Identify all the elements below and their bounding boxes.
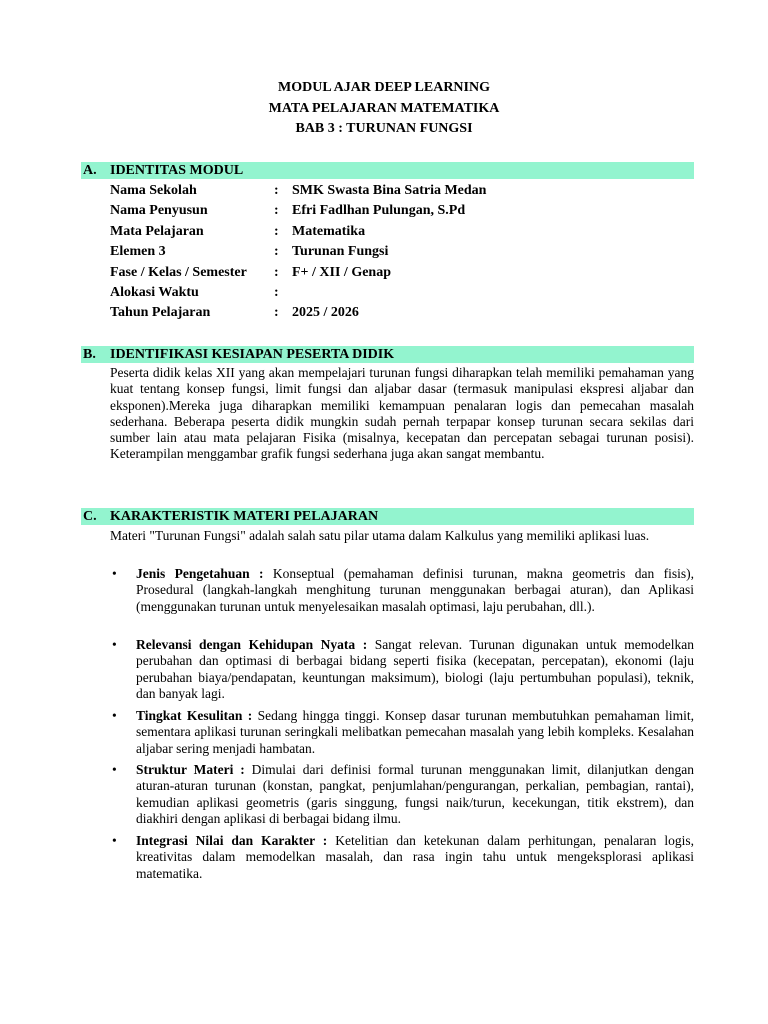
identity-value: SMK Swasta Bina Satria Medan [292, 183, 487, 198]
bullet-icon: • [112, 708, 117, 723]
list-item-label: Struktur Materi : [136, 762, 245, 777]
identity-value: Turunan Fungsi [292, 244, 389, 259]
list-item-text [136, 762, 694, 827]
identity-colon: : [274, 244, 279, 259]
list-item-label: Jenis Pengetahuan : [136, 566, 264, 581]
identity-label: Nama Penyusun [110, 203, 208, 218]
section-a-title: IDENTITAS MODUL [110, 163, 244, 178]
list-item-body: Sedang hingga tinggi. Konsep dasar turunan membutuhkan pemahaman limit, sementara aplikasi turunan seringkali melibatkan pemecahan masalah yang lebih kompleks. Kesalahan aljabar sering menjadi hambatan. [136, 708, 694, 756]
identity-value: F+ / XII / Genap [292, 265, 391, 280]
section-c-letter: C. [83, 509, 97, 524]
identity-colon: : [274, 285, 279, 300]
list-item-label: Relevansi dengan Kehidupan Nyata : [136, 637, 368, 652]
list-item-text [136, 833, 694, 882]
section-b-title: IDENTIFIKASI KESIAPAN PESERTA DIDIK [110, 347, 395, 362]
doc-title-line2: MATA PELAJARAN MATEMATIKA [268, 101, 500, 116]
list-item-text [136, 637, 694, 702]
section-b-letter: B. [83, 347, 96, 362]
bullet-icon: • [112, 566, 117, 581]
identity-label: Alokasi Waktu [110, 285, 199, 300]
identity-colon: : [274, 265, 279, 280]
identity-colon: : [274, 224, 279, 239]
section-b-heading [81, 346, 694, 363]
list-item-text [136, 708, 694, 757]
material-intro: Materi "Turunan Fungsi" adalah salah satu pilar utama dalam Kalkulus yang memiliki aplikasi luas. [110, 528, 650, 543]
section-a-letter: A. [83, 163, 97, 178]
section-c-heading [81, 508, 694, 525]
list-item-label: Integrasi Nilai dan Karakter : [136, 833, 328, 848]
readiness-paragraph: Peserta didik kelas XII yang akan mempelajari turunan fungsi diharapkan telah memiliki pemahaman yang kuat tentang konsep fungsi, limit fungsi dan aljabar dasar (termasuk manipulasi ekspresi aljabar dan eksponen).Mereka juga diharapkan memiliki kemampuan penalaran logis dan pemecahan masalah sederhana. Beberapa peserta didik mungkin sudah pernah terpapar konsep turunan secara sekilas dari sumber lain atau mata pelajaran Fisika (misalnya, kecepatan dan percepatan sebagai turunan posisi). Keterampilan menggambar grafik fungsi sederhana juga akan sangat membantu. [110, 365, 694, 462]
section-a-heading [81, 162, 694, 179]
section-c-title: KARAKTERISTIK MATERI PELAJARAN [110, 509, 379, 524]
list-item-body: Sangat relevan. Turunan digunakan untuk memodelkan perubahan dan optimasi di berbagai bidang seperti fisika (kecepatan, percepatan), ekonomi (laju perubahan biaya/pendapatan, keuntungan maksimum), biologi (laju pertumbuhan populasi), teknik, dan banyak lagi. [136, 637, 694, 701]
list-item-label: Tingkat Kesulitan : [136, 708, 253, 723]
identity-colon: : [274, 183, 279, 198]
doc-title-line1: MODUL AJAR DEEP LEARNING [278, 80, 490, 95]
doc-title-line3: BAB 3 : TURUNAN FUNGSI [295, 121, 473, 136]
identity-colon: : [274, 203, 279, 218]
list-item-text [136, 566, 694, 615]
bullet-icon: • [112, 833, 117, 848]
identity-label: Nama Sekolah [110, 183, 197, 198]
identity-label: Mata Pelajaran [110, 224, 204, 239]
identity-label: Fase / Kelas / Semester [110, 265, 247, 280]
bullet-icon: • [112, 762, 117, 777]
identity-value: 2025 / 2026 [292, 305, 359, 320]
identity-label: Elemen 3 [110, 244, 166, 259]
identity-value: Efri Fadlhan Pulungan, S.Pd [292, 203, 466, 218]
list-item-body: Konseptual (pemahaman definisi turunan, makna geometris dan fisis), Prosedural (langkah-langkah menghitung turunan menggunakan berbagai aturan), dan Aplikasi (menggunakan turunan untuk menyelesaikan masalah optimasi, laju perubahan, dll.). [136, 566, 694, 614]
list-item-body: Dimulai dari definisi formal turunan menggunakan limit, dilanjutkan dengan aturan-aturan turunan (konstan, pangkat, penjumlahan/pengurangan, perkalian, pembagian, rantai), kemudian aplikasi geometris (garis singgung, fungsi naik/turun, kecekungan, titik ekstrem), dan diakhiri dengan aplikasi di berbagai bidang ilmu. [136, 762, 695, 826]
identity-value: Matematika [292, 224, 366, 239]
identity-label: Tahun Pelajaran [110, 305, 211, 320]
list-item-body: Ketelitian dan ketekunan dalam perhitungan, penalaran logis, kreativitas dalam memodelkan masalah, dan rasa ingin tahu untuk mengeksplorasi aplikasi matematika. [136, 833, 694, 881]
bullet-icon: • [112, 637, 117, 652]
identity-colon: : [274, 305, 279, 320]
